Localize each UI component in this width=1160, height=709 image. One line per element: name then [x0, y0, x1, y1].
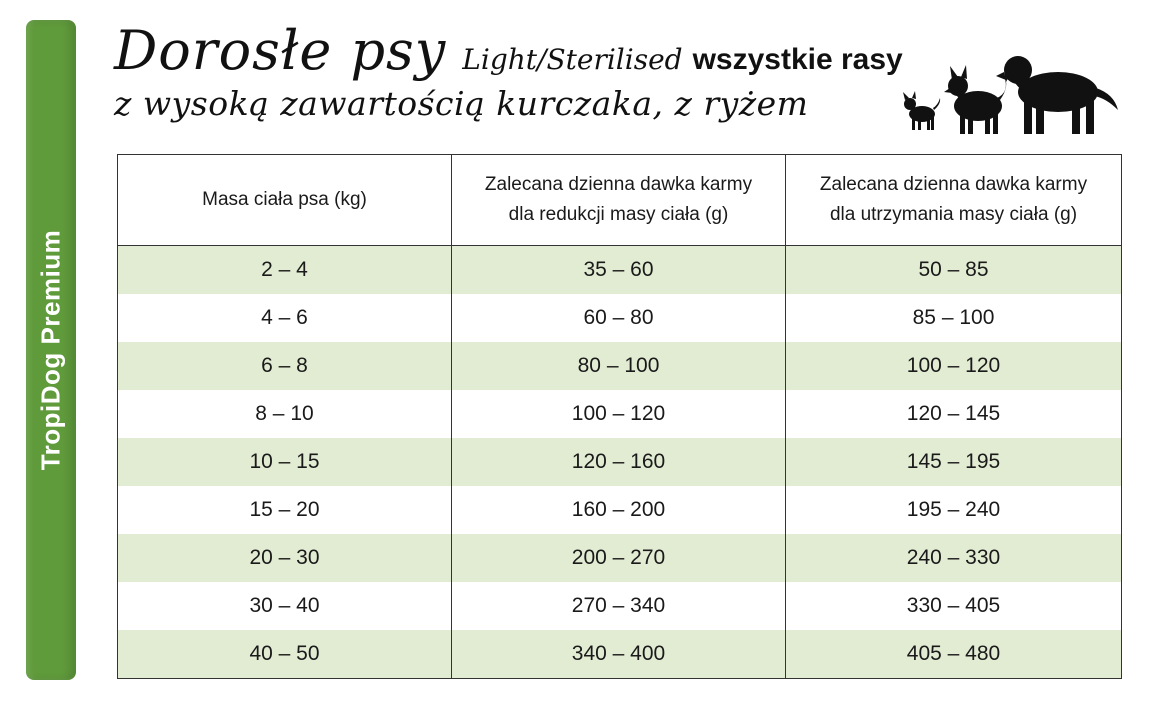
table-row [118, 486, 1122, 534]
reduction-cell: 120 – 160 [452, 438, 786, 486]
table-row [118, 630, 1122, 679]
maintenance-cell: 120 – 145 [786, 390, 1122, 438]
table-header-row [118, 155, 1122, 246]
reduction-cell: 80 – 100 [452, 342, 786, 390]
weight-cell: 20 – 30 [118, 534, 452, 582]
weight-cell: 15 – 20 [118, 486, 452, 534]
header-body-weight-label: Masa ciała psa (kg) [202, 189, 367, 210]
large-dog-icon [996, 56, 1118, 134]
maintenance-cell: 330 – 405 [786, 582, 1122, 630]
header-maintenance-line1: Zalecana dzienna dawka karmy [819, 174, 1088, 195]
weight-cell: 40 – 50 [118, 630, 452, 679]
header-reduction-line1: Zalecana dzienna dawka karmy [484, 174, 753, 195]
maintenance-cell: 240 – 330 [786, 534, 1122, 582]
product-heading [114, 10, 914, 123]
table-row [118, 294, 1122, 342]
table-row [118, 246, 1122, 295]
product-title: Dorosłe psy [114, 19, 447, 82]
product-subtitle: z wysoką zawartością kurczaka, z ryżem [114, 84, 809, 123]
reduction-cell: 270 – 340 [452, 582, 786, 630]
table-row [118, 342, 1122, 390]
reduction-cell: 160 – 200 [452, 486, 786, 534]
table-row [118, 534, 1122, 582]
header-maintenance-dose [786, 155, 1122, 246]
weight-cell: 6 – 8 [118, 342, 452, 390]
reduction-cell: 100 – 120 [452, 390, 786, 438]
maintenance-cell: 85 – 100 [786, 294, 1122, 342]
brand-name: TropiDog Premium [35, 229, 66, 471]
maintenance-cell: 50 – 85 [786, 246, 1122, 295]
table-row [118, 582, 1122, 630]
feeding-table [117, 154, 1122, 679]
header-body-weight [118, 155, 452, 246]
weight-cell: 2 – 4 [118, 246, 452, 295]
maintenance-cell: 405 – 480 [786, 630, 1122, 679]
maintenance-cell: 195 – 240 [786, 486, 1122, 534]
reduction-cell: 340 – 400 [452, 630, 786, 679]
table-row [118, 390, 1122, 438]
dogs-illustration [900, 48, 1122, 138]
header-reduction-line2: dla redukcji masy ciała (g) [508, 204, 729, 225]
maintenance-cell: 145 – 195 [786, 438, 1122, 486]
reduction-cell: 200 – 270 [452, 534, 786, 582]
heading-line-1 [114, 10, 914, 92]
reduction-cell: 35 – 60 [452, 246, 786, 295]
maintenance-cell: 100 – 120 [786, 342, 1122, 390]
header-reduction-dose [452, 155, 786, 246]
weight-cell: 4 – 6 [118, 294, 452, 342]
weight-cell: 10 – 15 [118, 438, 452, 486]
size-range: wszystkie rasy [692, 43, 903, 76]
reduction-cell: 60 – 80 [452, 294, 786, 342]
medium-dog-icon [944, 65, 1006, 134]
weight-cell: 8 – 10 [118, 390, 452, 438]
table-row [118, 438, 1122, 486]
product-variant: Light/Sterilised [462, 43, 683, 76]
small-dog-icon [903, 91, 940, 130]
weight-cell: 30 – 40 [118, 582, 452, 630]
header-maintenance-line2: dla utrzymania masy ciała (g) [829, 204, 1078, 225]
